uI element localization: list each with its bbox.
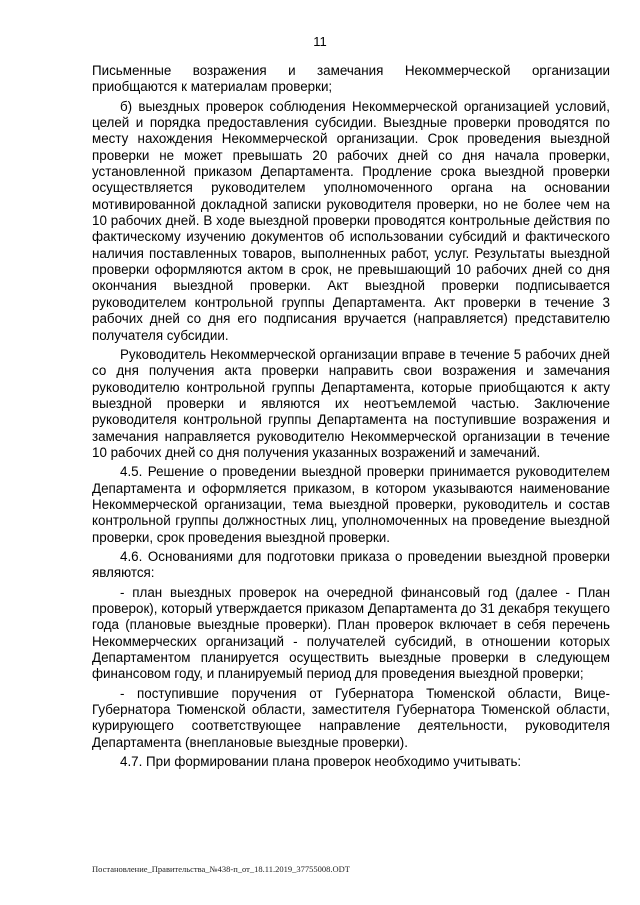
paragraph-objections: Письменные возражения и замечания Некоммерческой организации приобщаются к материалам проверки; bbox=[92, 63, 610, 95]
list-item-governor-orders: - поступившие поручения от Губернатора Тюменской области, Вице-Губернатора Тюменской области, заместителя Губернатора Тюменской области, курирующего соответствующее направление деятельности, руководителя Департамента (внеплановые выездные проверки). bbox=[92, 685, 610, 750]
footer-filename: Постановление_Правительства_№438-п_от_18.11.2019_37755008.ODT bbox=[92, 864, 350, 874]
list-item-inspection-plan: - план выездных проверок на очередной финансовый год (далее - План проверок), который утверждается приказом Департамента до 31 декабря текущего года (плановые выездные проверки). План проверок включает в себя перечень Некоммерческих организаций - получателей субсидий, в отношении которых Департаментом планируется осуществить выездные проверки в следующем финансовом году, и планируемый период для проведения выездной проверки; bbox=[92, 584, 610, 682]
paragraph-head-rights: Руководитель Некоммерческой организации вправе в течение 5 рабочих дней со дня получения акта проверки направить свои возражения и замечания руководителю контрольной группы Департамента, которые приобщаются к акту выездной проверки и являются их неотъемлемой частью. Заключение руководителя контрольной группы Департамента на поступившие возражения и замечания направляется руководителю Некоммерческой организации в течение 10 рабочих дней со дня получения указанных возражений и замечаний. bbox=[92, 346, 610, 460]
paragraph-field-inspections: б) выездных проверок соблюдения Некоммерческой организацией условий, целей и порядка предоставления субсидии. Выездные проверки проводятся по месту нахождения Некоммерческой организации. Срок проведения выездной проверки не может превышать 20 рабочих дней со дня начала проверки, установленной приказом Департамента. Продление срока выездной проверки осуществляется руководителем уполномоченного органа на основании мотивированной докладной записки руководителя проверки, но не более чем на 10 рабочих дней. В ходе выездной проверки проводятся контрольные действия по фактическому изучению документов об использовании субсидий и фактического наличия поставленных товаров, выполненных работ, услуг. Результаты выездной проверки оформляются актом в срок, не превышающий 10 рабочих дней со дня окончания выездной проверки. Акт выездной проверки подписывается руководителем контрольной группы Департамента. Акт проверки в течение 3 рабочих дней со дня его подписания вручается (направляется) представителю получателя субсидии. bbox=[92, 98, 610, 343]
page-number: 11 bbox=[313, 34, 327, 49]
paragraph-4-7: 4.7. При формировании плана проверок необходимо учитывать: bbox=[120, 754, 522, 770]
paragraph-4-6: 4.6. Основаниями для подготовки приказа о проведении выездной проверки являются: bbox=[92, 548, 610, 581]
paragraph-4-5: 4.5. Решение о проведении выездной проверки принимается руководителем Департамента и оформляется приказом, в котором указываются наименование Некоммерческой организации, тема выездной проверки, руководитель и состав контрольной группы должностных лиц, уполномоченных на проведение выездной проверки, срок проведения выездной проверки. bbox=[92, 464, 610, 545]
document-body bbox=[92, 63, 610, 770]
